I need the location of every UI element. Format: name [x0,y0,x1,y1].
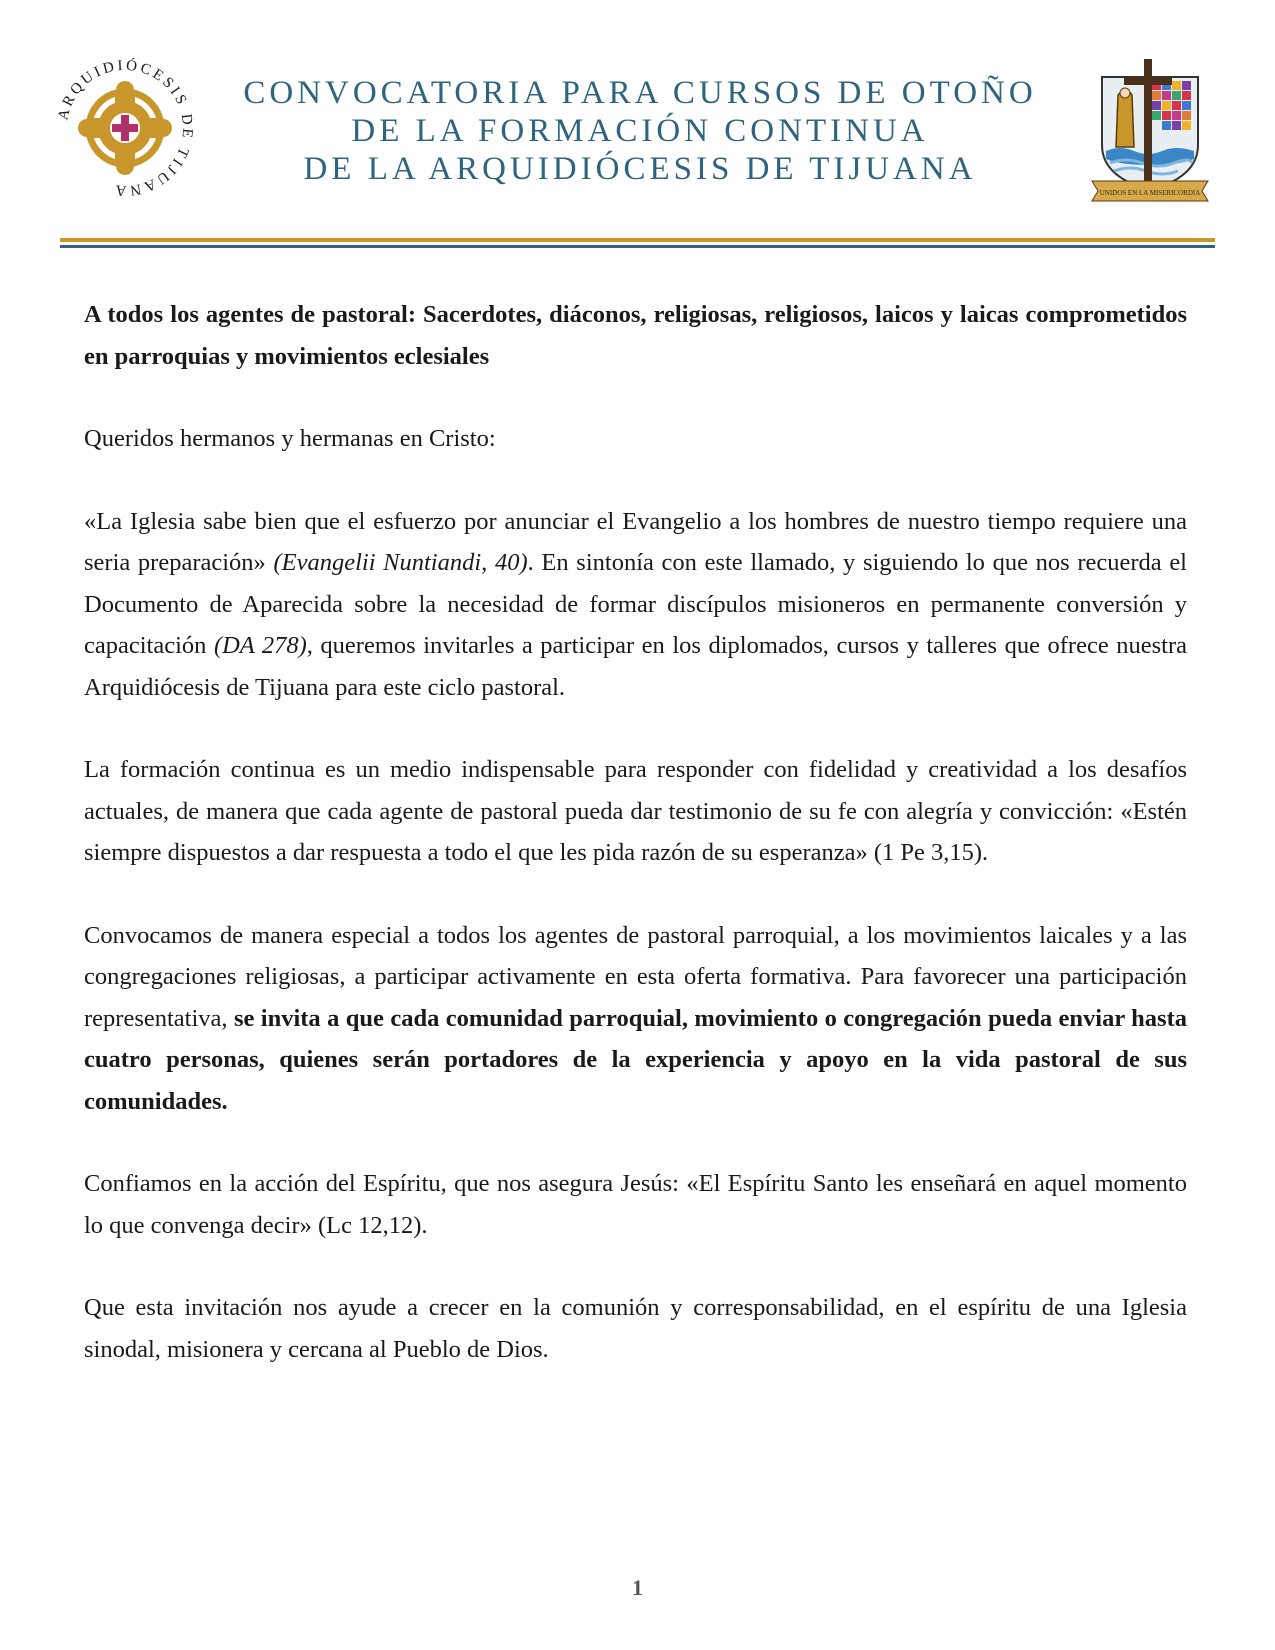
citation-evangelii-nuntiandi: (Evangelii Nuntiandi, 40) [273,549,528,576]
header-rule-blue [60,245,1215,248]
title-line-3: DE LA ARQUIDIÓCESIS DE TIJUANA [303,151,977,187]
title-line-1: CONVOCATORIA PARA CURSOS DE OTOÑO [243,75,1037,111]
greeting: Queridos hermanos y hermanas en Cristo: [84,425,496,452]
paragraph-1-text-c: , queremos invitarles a participar en los diplomados, cursos y talleres que ofrece nuestra Arquidiócesis de Tijuana para este ciclo pastoral. [84,632,1187,701]
svg-text:UNIDOS EN LA MISERICORDIA: UNIDOS EN LA MISERICORDIA [1099,189,1201,197]
paragraph-1-text-b: . En sintonía con este llamado, y siguiendo lo que nos recuerda el Documento de Aparecida sobre la necesidad de formar discípulos misioneros en permanente conversión y capacitación [84,549,1187,659]
svg-text:ARQUIDIÓCESIS DE TIJUANA: ARQUIDIÓCESIS DE TIJUANA [55,58,195,198]
letter-body [84,294,1187,1411]
title-line-2: DE LA FORMACIÓN CONTINUA [351,113,929,149]
paragraph-2: La formación continua es un medio indispensable para responder con fidelidad y creatividad a los desafíos actuales, de manera que cada agente de pastoral pueda dar testimonio de su fe con alegría y convicción: «Estén siempre dispuestos a dar respuesta a todo el que les pida razón de su esperanza» (1 Pe 3,15). [84,756,1187,866]
paragraph-1 [84,501,1187,709]
page-number: 1 [632,1575,643,1600]
paragraph-3 [84,915,1187,1123]
citation-da: (DA 278) [213,632,307,659]
document-title [230,74,1050,188]
paragraph-4: Confiamos en la acción del Espíritu, que nos asegura Jesús: «El Espíritu Santo les enseñará en aquel momento lo que convenga decir» (Lc 12,12). [84,1170,1187,1239]
coat-of-arms-icon [1090,55,1210,205]
paragraph-1-text-a: «La Iglesia sabe bien que el esfuerzo por anunciar el Evangelio a los hombres de nuestro tiempo requiere una seria preparación» [84,507,1187,576]
archdiocese-seal-icon [55,58,195,198]
document-header [0,0,1275,240]
paragraph-5: Que esta invitación nos ayude a crecer en la comunión y corresponsabilidad, en el espíritu de una Iglesia sinodal, misionera y cercana al Pueblo de Dios. [84,1294,1187,1363]
addressee: A todos los agentes de pastoral: Sacerdotes, diáconos, religiosas, religiosos, laicos y laicas comprometidos en parroquias y movimientos eclesiales [84,301,1187,370]
paragraph-3-bold-invitation: se invita a que cada comunidad parroquial, movimiento o congregación pueda enviar hasta cuatro personas, quienes serán portadores de la experiencia y apoyo en la vida pastoral de sus comunidades. [84,1004,1187,1115]
paragraph-3-text: Convocamos de manera especial a todos los agentes de pastoral parroquial, a los movimientos laicales y a las congregaciones religiosas, a participar activamente en esta oferta formativa. Para favorecer una participación representativa, [84,921,1187,1032]
header-rule-gold [60,238,1215,242]
